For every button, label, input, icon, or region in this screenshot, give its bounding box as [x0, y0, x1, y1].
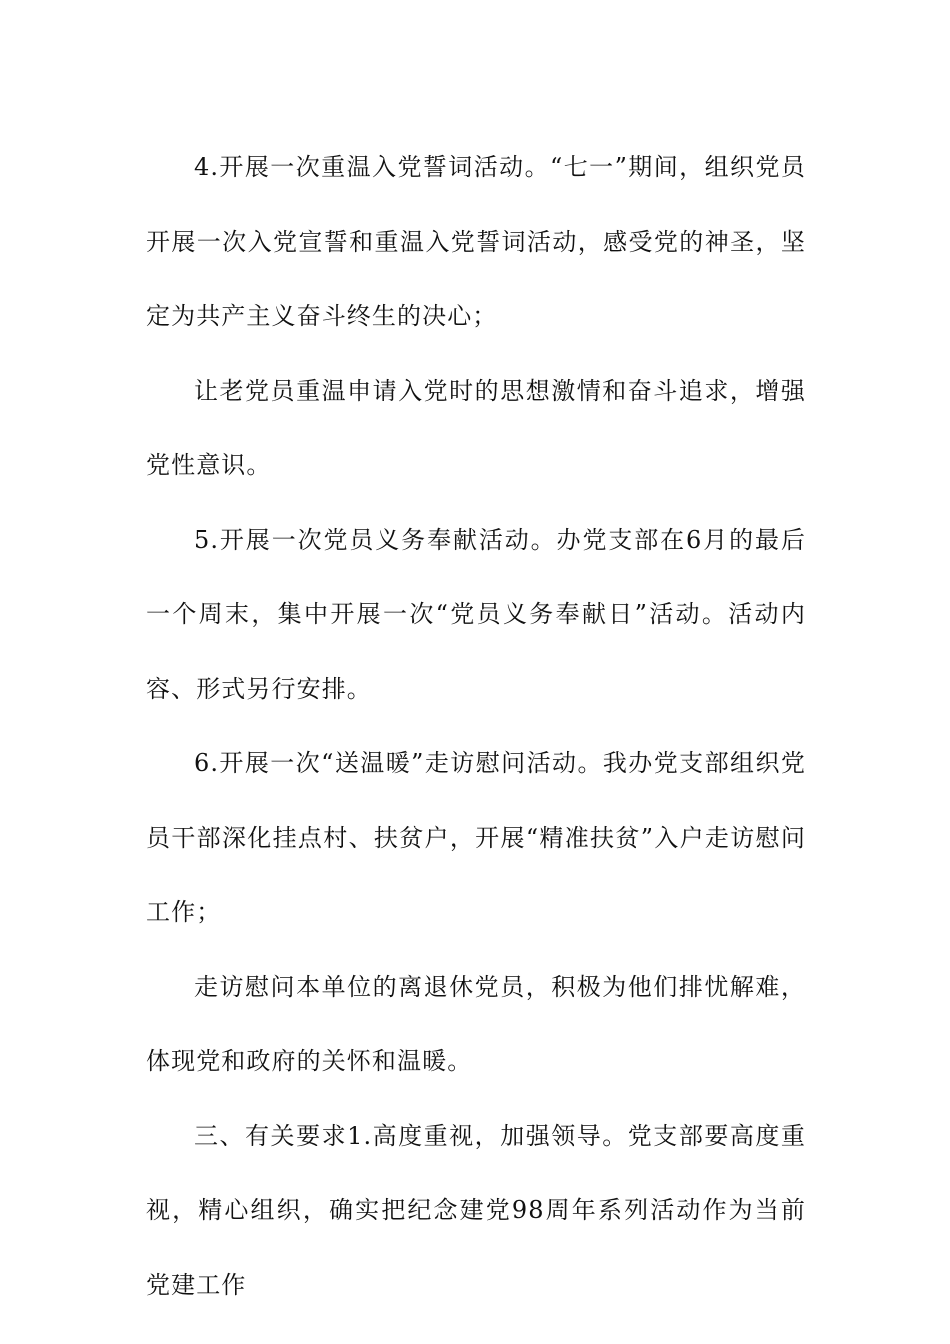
paragraph-requirements: 三、有关要求1.高度重视，加强领导。党支部要高度重视，精心组织，确实把纪念建党98周年系列活动作为当前党建工作	[146, 1121, 806, 1299]
paragraph-retired-members: 走访慰问本单位的离退休党员，积极为他们排忧解难，体现党和政府的关怀和温暖。	[146, 972, 806, 1075]
paragraph-warmth-visits: 6.开展一次“送温暖”走访慰问活动。我办党支部组织党员干部深化挂点村、扶贫户，开展“精准扶贫”入户走访慰问工作；	[146, 749, 806, 926]
paragraph-oath-activity: 4.开展一次重温入党誓词活动。“七一”期间，组织党员开展一次入党宣誓和重温入党誓词活动，感受党的神圣，坚定为共产主义奋斗终生的决心；	[146, 153, 806, 330]
document-body	[146, 130, 806, 1322]
paragraph-veteran-members: 让老党员重温申请入党时的思想激情和奋斗追求，增强党性意识。	[146, 376, 806, 479]
paragraph-volunteer-activity: 5.开展一次党员义务奉献活动。办党支部在6月的最后一个周末，集中开展一次“党员义务奉献日”活动。活动内容、形式另行安排。	[146, 525, 806, 703]
